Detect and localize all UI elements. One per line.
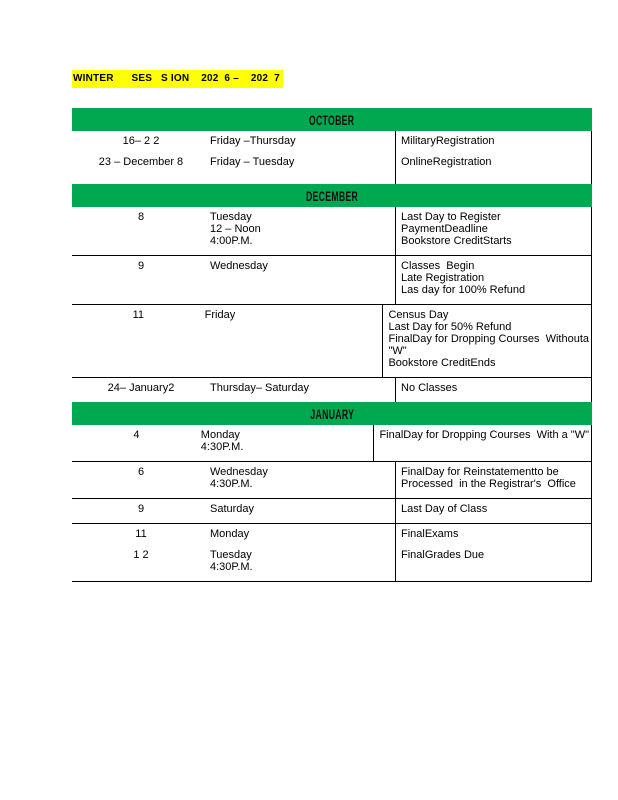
description-column — [395, 499, 591, 523]
desc-cell — [401, 528, 589, 540]
day-cell — [210, 528, 395, 540]
cell-text: 9 — [137, 503, 145, 515]
day-cell — [210, 260, 395, 272]
cell-text: 9 — [137, 260, 145, 272]
cell-text: FinalExams — [401, 528, 459, 540]
day-column — [210, 131, 395, 184]
month-header — [72, 184, 592, 207]
schedule-block — [72, 304, 592, 377]
cell-text: 6 — [137, 466, 145, 478]
description-column — [395, 462, 591, 498]
desc-cell — [379, 429, 589, 441]
calendar-table — [72, 108, 592, 582]
schedule-block — [72, 523, 592, 582]
cell-text: Processed in the Registrar's Office — [401, 478, 576, 490]
schedule-block — [72, 498, 592, 523]
cell-text: 24– January2 — [107, 382, 175, 394]
cell-text: Friday – Tuesday — [210, 156, 295, 168]
desc-cell — [401, 260, 589, 296]
cell-text: Classes Begin — [401, 260, 475, 272]
cell-text: MilitaryRegistration — [401, 135, 495, 147]
cell-text: Tuesday — [210, 211, 252, 223]
cell-text: Friday –Thursday — [210, 135, 296, 147]
month-label: OCTOBER — [309, 111, 355, 128]
date-cell — [72, 503, 210, 515]
date-column — [72, 462, 210, 498]
schedule-block — [72, 461, 592, 498]
date-column — [72, 524, 210, 581]
date-cell — [72, 156, 210, 168]
cell-text: Saturday — [210, 503, 255, 515]
date-column — [72, 256, 210, 304]
schedule-block — [72, 425, 592, 461]
cell-text: 4:30P.M. — [210, 561, 253, 573]
date-cell — [72, 382, 210, 394]
description-column — [395, 256, 591, 304]
description-column — [395, 378, 591, 402]
cell-text: Wednesday — [210, 466, 268, 478]
cell-text: Monday — [210, 528, 250, 540]
cell-text: Bookstore CreditStarts — [401, 235, 512, 247]
month-label: DECEMBER — [305, 187, 359, 204]
cell-text: 11 — [132, 309, 145, 321]
date-cell — [72, 549, 210, 561]
cell-text: Bookstore CreditEnds — [388, 357, 496, 369]
date-column — [72, 499, 210, 523]
month-header — [72, 402, 592, 425]
date-column — [72, 131, 210, 184]
cell-text: FinalDay for Dropping Courses With a "W" — [379, 429, 589, 441]
day-cell — [210, 549, 395, 573]
desc-cell — [388, 309, 589, 369]
schedule-block — [72, 255, 592, 304]
cell-text: FinalGrades Due — [401, 549, 485, 561]
day-cell — [210, 466, 395, 490]
day-column — [210, 462, 395, 498]
day-cell — [205, 309, 383, 321]
cell-text: "W" — [388, 345, 407, 357]
cell-text: 11 — [135, 528, 147, 540]
cell-text: FinalDay for Dropping Courses Withouta — [388, 333, 589, 345]
cell-text: 4:30P.M. — [200, 441, 244, 453]
cell-text: 12 – Noon — [210, 223, 261, 235]
cell-text: 4 — [133, 429, 140, 441]
desc-cell — [401, 135, 589, 147]
desc-cell — [401, 211, 589, 247]
day-column — [210, 524, 395, 581]
cell-text: 8 — [137, 211, 145, 223]
date-cell — [72, 135, 210, 147]
day-cell — [210, 156, 395, 168]
date-cell — [72, 528, 210, 540]
cell-text: Last Day for 50% Refund — [388, 321, 512, 333]
cell-text: Last Day to Register — [401, 211, 501, 223]
day-column — [201, 425, 374, 461]
day-column — [210, 499, 395, 523]
cell-text: No Classes — [401, 382, 458, 394]
cell-text: OnlineRegistration — [401, 156, 492, 168]
page-title: WINTER SES S ION 202 6 – 202 7 — [72, 70, 283, 88]
desc-cell — [401, 466, 589, 490]
cell-text: Last Day of Class — [401, 503, 488, 515]
month-label: JANUARY — [310, 405, 354, 422]
description-column — [382, 305, 591, 377]
month-header — [72, 108, 592, 131]
desc-cell — [401, 382, 589, 394]
cell-text: 1 2 — [133, 549, 149, 561]
desc-cell — [401, 503, 589, 515]
day-column — [210, 256, 395, 304]
description-column — [395, 207, 591, 255]
description-column — [395, 131, 591, 184]
date-column — [72, 207, 210, 255]
date-cell — [72, 260, 210, 272]
date-cell — [72, 309, 205, 321]
cell-text: 4:00P.M. — [210, 235, 253, 247]
schedule-block — [72, 131, 592, 184]
date-column — [72, 378, 210, 402]
schedule-block — [72, 207, 592, 255]
cell-text: FinalDay for Reinstatementto be — [401, 466, 559, 478]
day-column — [210, 207, 395, 255]
day-cell — [210, 503, 395, 515]
day-cell — [210, 135, 395, 147]
day-cell — [210, 211, 395, 247]
date-cell — [72, 466, 210, 478]
date-column — [72, 425, 201, 461]
cell-text: Late Registration — [401, 272, 485, 284]
description-column — [395, 524, 591, 581]
desc-cell — [401, 549, 589, 561]
cell-text: 23 – December 8 — [98, 156, 184, 168]
cell-text: Census Day — [388, 309, 449, 321]
cell-text: PaymentDeadline — [401, 223, 488, 235]
cell-text: Wednesday — [210, 260, 268, 272]
cell-text: Thursday– Saturday — [210, 382, 310, 394]
desc-cell — [401, 156, 589, 168]
description-column — [373, 425, 591, 461]
day-cell — [210, 382, 395, 394]
date-cell — [72, 429, 201, 441]
cell-text: Tuesday — [210, 549, 252, 561]
cell-text: 16– 2 2 — [122, 135, 160, 147]
cell-text: 4:30P.M. — [210, 478, 253, 490]
day-cell — [201, 429, 374, 453]
date-column — [72, 305, 205, 377]
cell-text: Friday — [204, 309, 236, 321]
day-column — [210, 378, 395, 402]
day-column — [205, 305, 383, 377]
cell-text: Monday — [200, 429, 240, 441]
date-cell — [72, 211, 210, 223]
cell-text: Las day for 100% Refund — [401, 284, 526, 296]
schedule-block — [72, 377, 592, 402]
